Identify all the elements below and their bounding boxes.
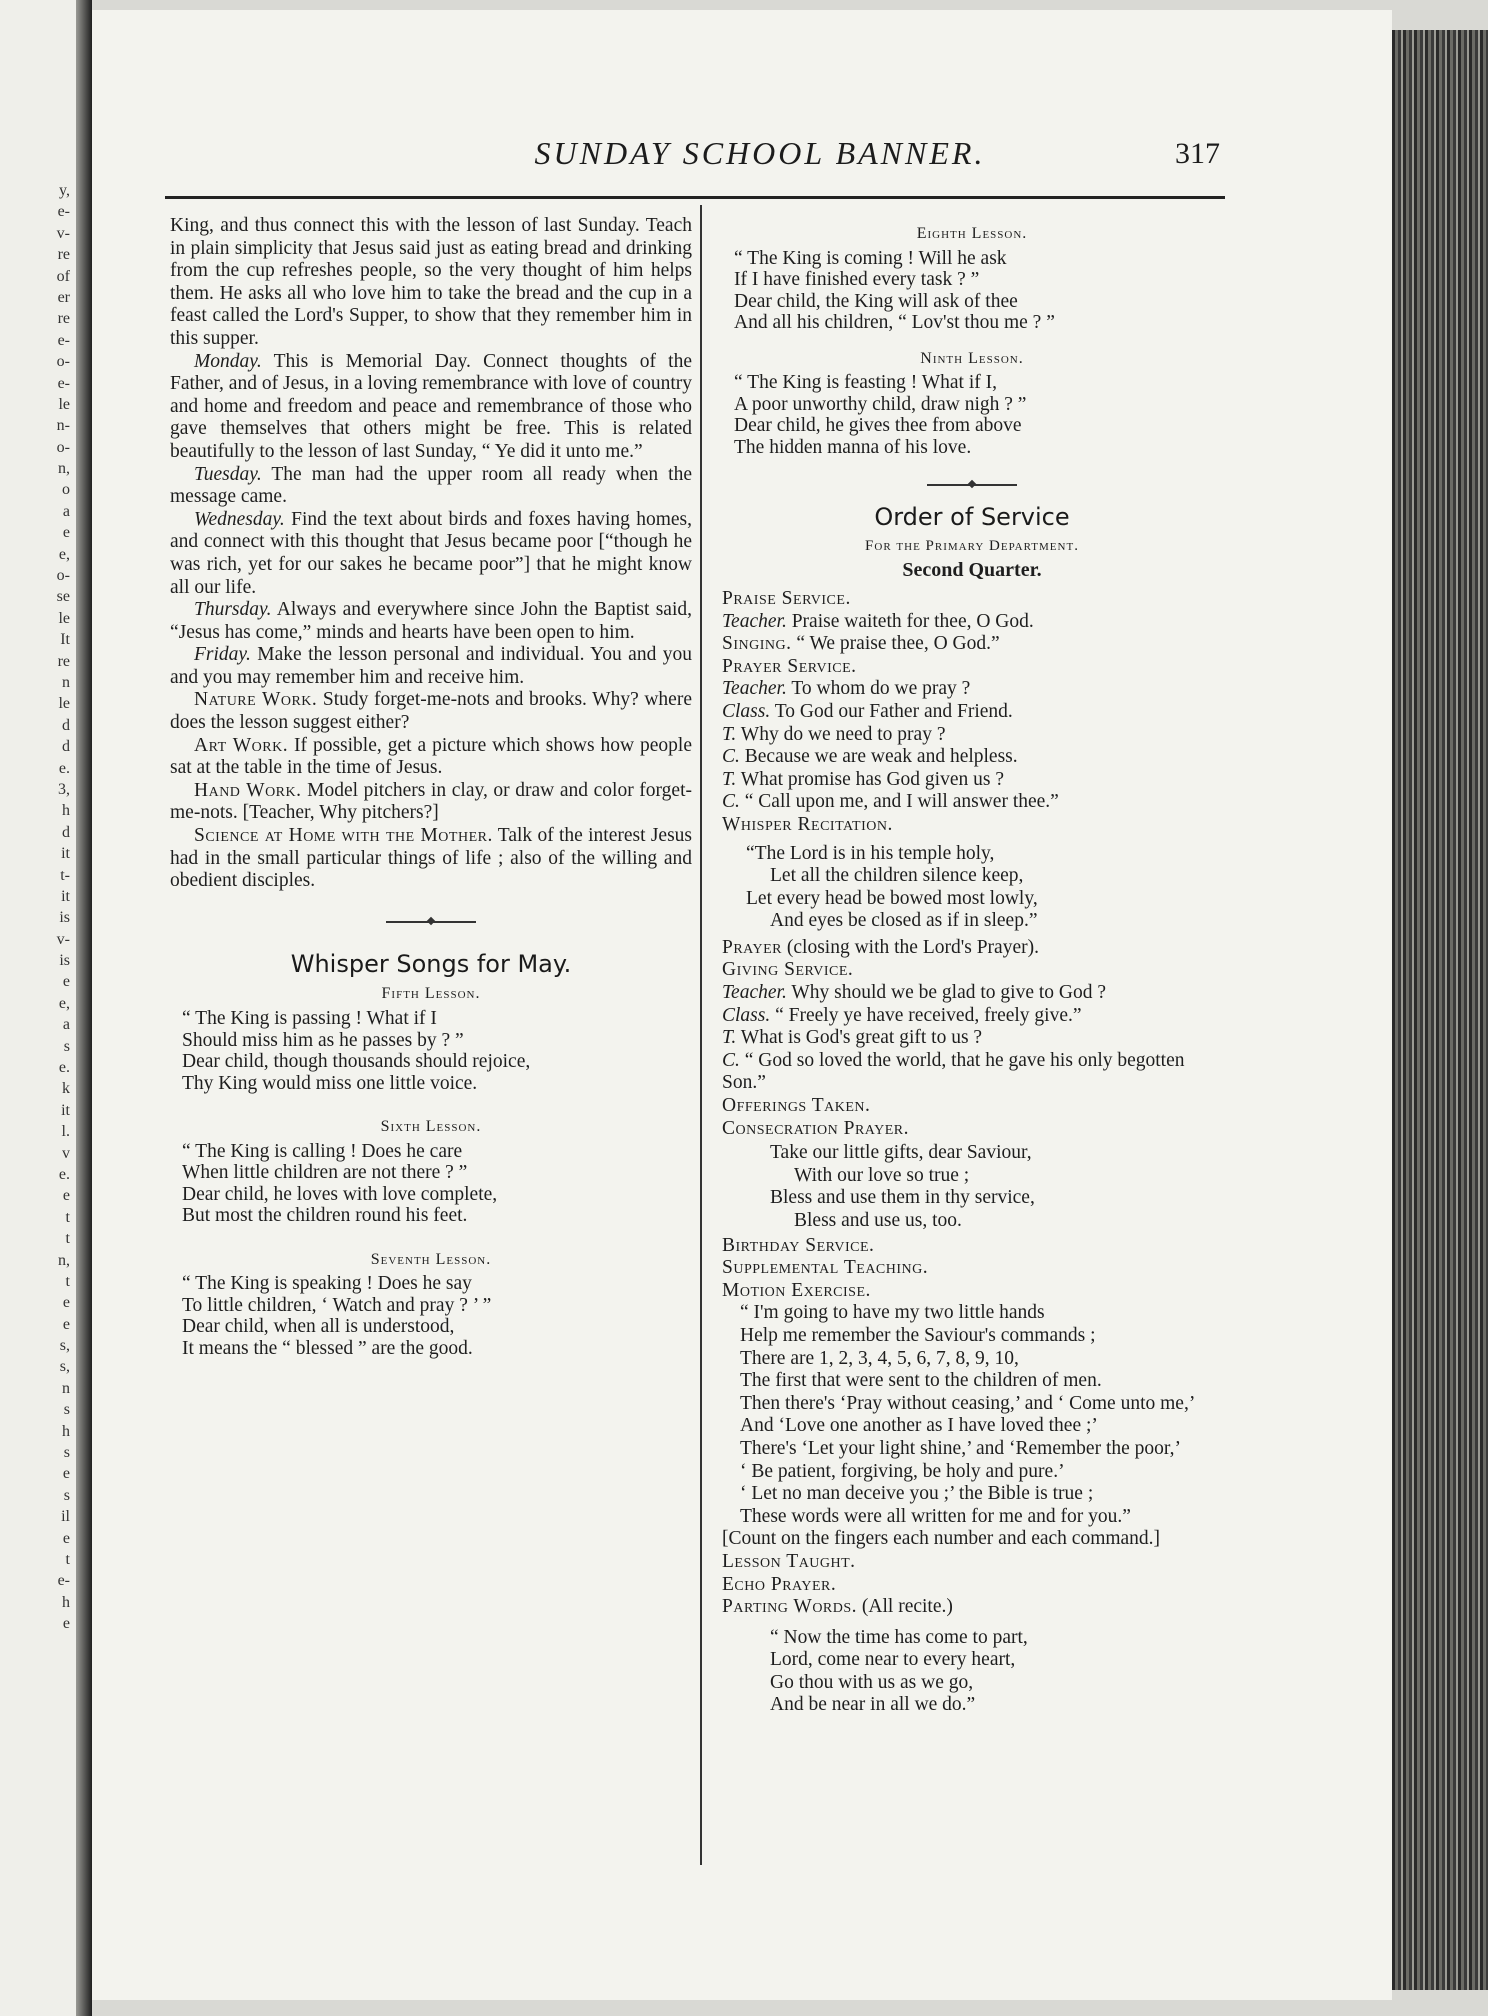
ornament-divider (927, 484, 1017, 486)
column-divider (700, 205, 702, 1865)
margin-fragment: e (62, 524, 70, 542)
margin-fragment: h (62, 1593, 70, 1611)
paragraph-text: If possible, get a picture which shows how people sat at the table in the time of Jesus. (170, 734, 692, 779)
poem-line: Thy King would miss one little voice. (182, 1072, 478, 1094)
margin-fragment: s (63, 1444, 70, 1462)
margin-fragment: e. (58, 1165, 70, 1183)
margin-fragment: e (62, 1187, 70, 1205)
poem-line: “ The King is coming ! Will he ask (734, 247, 1007, 269)
poem-line: Dear child, he gives thee from above (734, 415, 1022, 437)
poem-seventh-lesson (170, 1273, 692, 1359)
poem-line: Go thou with us as we go, (770, 1671, 974, 1693)
section-label: Nature Work. (194, 689, 318, 711)
margin-fragment: n, (58, 460, 70, 478)
margin-fragment: y, (59, 182, 70, 199)
margin-fragment: e (62, 1465, 70, 1483)
program-line: T. What is God's great gift to us ? (722, 1027, 983, 1049)
poem-line: “ The King is speaking ! Does he say (182, 1273, 472, 1295)
book-gutter (76, 0, 92, 2016)
margin-fragment: h (62, 1422, 70, 1440)
paragraph-monday (170, 351, 692, 464)
program-item: Prayer Service. (722, 655, 857, 677)
paragraph-text: This is Memorial Day. Connect thoughts of the Father, and of Jesus, in a loving remembrance with love of country and home and freedom and peace and remembrance of those who gave themselves that others might be free. This is related beautifully to the lesson of last Sunday, “ Ye did it unto me.” (170, 350, 692, 462)
paragraph-text: Make the lesson personal and individual. You and you and you may remember him and receive him. (170, 644, 692, 688)
poem-line: Lord, come near to every heart, (770, 1649, 1016, 1671)
header-rule (165, 196, 1225, 199)
program-line: Class. To God our Father and Friend. (722, 700, 1013, 722)
paragraph-text: Talk of the interest Jesus had in the small particular things of life ; also of the willing and obedient disciples. (170, 825, 693, 892)
margin-fragment: il (61, 1508, 70, 1526)
poem-line: Help me remember the Saviour's commands ; (740, 1324, 1096, 1346)
parting-poem (722, 1627, 1222, 1717)
margin-fragment: n- (56, 417, 70, 435)
lesson-heading: Sixth Lesson. (380, 1118, 482, 1135)
margin-fragment: of (56, 267, 70, 285)
poem-line: ‘ Let no man deceive you ;’ the Bible is true ; (740, 1483, 1094, 1505)
lesson-heading: Ninth Lesson. (920, 349, 1024, 367)
poem-line: These words were all written for me and for you.” (740, 1505, 1131, 1527)
poem-line: The first that were sent to the children of men. (740, 1370, 1102, 1392)
paragraph-nature-work (170, 689, 692, 734)
program-item: Whisper Recitation. (722, 813, 893, 835)
paragraph-tuesday (170, 464, 692, 509)
margin-fragment: v- (56, 930, 70, 948)
margin-fragment: t- (60, 866, 70, 884)
poem-line: Bless and use them in thy service, (770, 1187, 1035, 1209)
margin-fragment: v (62, 1144, 70, 1162)
margin-fragment: o- (56, 438, 70, 456)
margin-fragment: le (58, 695, 70, 713)
poem-line: There's ‘Let your light shine,’ and ‘Remember the poor,’ (740, 1437, 1181, 1459)
page-stack-edge (1392, 30, 1488, 1990)
margin-fragment: e- (57, 331, 70, 349)
margin-fragment: n, (58, 1251, 70, 1269)
program-line: Class. “ Freely ye have received, freely give.” (722, 1004, 1082, 1026)
day-label: Tuesday. (194, 463, 262, 485)
poem-line: And be near in all we do.” (770, 1694, 976, 1716)
motion-exercise-poem (722, 1302, 1222, 1528)
margin-fragment: t (65, 1230, 70, 1248)
margin-fragment: e, (58, 545, 70, 563)
program-line: T. Why do we need to pray ? (722, 723, 946, 745)
poem-sixth-lesson (170, 1141, 692, 1227)
poem-line: When little children are not there ? ” (182, 1162, 468, 1184)
program-item: Giving Service. (722, 959, 854, 981)
poem-line: To little children, ‘ Watch and pray ? ’ ” (182, 1294, 492, 1316)
poem-line: It means the “ blessed ” are the good. (182, 1337, 473, 1359)
margin-fragment: e (62, 973, 70, 991)
order-title: Order of Service (874, 503, 1070, 532)
day-label: Friday. (194, 644, 251, 666)
margin-fragment: s (63, 1037, 70, 1055)
paragraph-text: Study forget-me-nots and brooks. Why? where does the lesson suggest either? (170, 689, 692, 734)
margin-fragment: v- (56, 224, 70, 242)
program-line: C. Because we are weak and helpless. (722, 746, 1018, 768)
margin-fragment: e (62, 1529, 70, 1547)
margin-fragment: re (57, 310, 70, 328)
songs-title: Whisper Songs for May. (290, 949, 572, 978)
margin-fragment: s (63, 1401, 70, 1419)
program-line: Teacher. Why should we be glad to give to God ? (722, 982, 1106, 1004)
program-line: Parting Words. (All recite.) (722, 1596, 953, 1618)
page-number: 317 (1175, 137, 1220, 170)
program-line: Teacher. To whom do we pray ? (722, 678, 971, 700)
order-subtitle: For the Primary Department. (865, 537, 1079, 554)
section-label: Art Work. (194, 734, 289, 756)
poem-line: Dear child, the King will ask of thee (734, 290, 1018, 312)
program-line: Prayer (closing with the Lord's Prayer). (722, 936, 1039, 958)
margin-fragment: e, (58, 994, 70, 1012)
margin-fragments (0, 180, 70, 1635)
program-item: Birthday Service. (722, 1234, 875, 1256)
program-item: Offerings Taken. (722, 1095, 871, 1117)
poem-ninth-lesson (722, 372, 1222, 458)
poem-line: Dear child, though thousands should rejoice, (182, 1051, 531, 1072)
margin-fragment: e- (57, 1572, 70, 1590)
poem-line: Bless and use us, too. (794, 1210, 962, 1231)
margin-fragment: le (58, 395, 70, 413)
poem-line: “The Lord is in his temple holy, (746, 842, 995, 864)
poem-line: And all his children, “ Lov'st thou me ? ” (734, 312, 1055, 334)
margin-fragment: It (60, 631, 70, 649)
ornament-divider (386, 921, 476, 923)
section-label: Science at Home with the Mother. (194, 825, 493, 847)
poem-line: The hidden manna of his love. (734, 436, 972, 458)
poem-line: “ The King is calling ! Does he care (182, 1140, 463, 1162)
day-label: Thursday. (194, 599, 272, 621)
margin-fragment: 3, (58, 780, 70, 798)
poem-line: A poor unworthy child, draw nigh ? ” (734, 393, 1027, 415)
margin-fragment: se (56, 588, 70, 606)
running-head: SUNDAY SCHOOL BANNER. (534, 135, 986, 171)
poem-line: And eyes be closed as if in sleep.” (770, 910, 1038, 932)
poem-line: Dear child, he loves with love complete, (182, 1183, 498, 1205)
paragraph-art-work (170, 735, 692, 780)
margin-fragment: h (62, 802, 70, 820)
margin-fragment: e. (58, 1059, 70, 1077)
margin-fragment: re (57, 246, 70, 264)
lesson-heading: Eighth Lesson. (916, 225, 1028, 242)
margin-fragment: it (61, 1101, 70, 1119)
program-line: T. What promise has God given us ? (722, 768, 1004, 790)
day-label: Wednesday. (194, 508, 285, 530)
program-item: Motion Exercise. (722, 1279, 871, 1301)
margin-fragment: er (57, 288, 70, 306)
poem-line: Should miss him as he passes by ? ” (182, 1029, 464, 1051)
facing-page-edge (0, 0, 92, 2016)
program-item: Lesson Taught. (722, 1550, 856, 1572)
program-line: Teacher. Praise waiteth for thee, O God. (722, 610, 1034, 632)
margin-fragment: o- (56, 353, 70, 371)
program-line: C. “ Call upon me, and I will answer thee.” (722, 791, 1059, 813)
margin-fragment: o- (56, 567, 70, 585)
paragraph-text: Find the text about birds and foxes having homes, and connect with this thought that Jesus became poor [“though he was rich, yet for our sakes he became poor”] that he might know all our life. (170, 508, 692, 598)
poem-eighth-lesson (722, 248, 1222, 334)
poem-fifth-lesson (170, 1008, 692, 1094)
margin-fragment: re (57, 652, 70, 670)
margin-fragment: n (62, 1379, 70, 1397)
poem-line: “ The King is passing ! What if I (182, 1008, 437, 1029)
program-line: C. “ God so loved the world, that he gave his only begotten Son.” (722, 1049, 1185, 1094)
section-label: Hand Work. (194, 779, 302, 801)
consecration-poem (722, 1142, 1222, 1232)
margin-fragment: s (63, 1486, 70, 1504)
lesson-heading: Seventh Lesson. (370, 1250, 492, 1268)
margin-fragment: le (58, 609, 70, 627)
poem-line: Let every head be bowed most lowly, (746, 887, 1038, 909)
paragraph-text: Always and everywhere since John the Baptist said, “Jesus has come,” minds and hearts have been open to him. (170, 599, 692, 643)
poem-line: If I have finished every task ? ” (734, 269, 980, 291)
quarter-heading: Second Quarter. (902, 559, 1042, 582)
margin-fragment: d (62, 738, 70, 756)
poem-line: ‘ Be patient, forgiving, be holy and pure.’ (740, 1460, 1065, 1482)
poem-line: With our love so true ; (794, 1164, 970, 1186)
margin-fragment: a (62, 1016, 70, 1034)
margin-fragment: s, (59, 1337, 70, 1355)
margin-fragment: is (59, 952, 70, 970)
margin-fragment: e (62, 1315, 70, 1333)
margin-fragment: n (62, 673, 70, 691)
lesson-heading: Fifth Lesson. (381, 985, 481, 1003)
poem-line: “ Now the time has come to part, (770, 1626, 1028, 1648)
program-item: Consecration Prayer. (722, 1117, 909, 1139)
poem-line: Dear child, when all is understood, (182, 1316, 455, 1338)
paragraph-science (170, 825, 692, 893)
left-column (170, 215, 692, 1359)
margin-fragment: t (65, 1551, 70, 1568)
program-line: Singing. “ We praise thee, O God.” (722, 633, 1000, 655)
poem-line: But most the children round his feet. (182, 1205, 468, 1227)
margin-fragment: e (62, 1615, 70, 1633)
right-column (722, 223, 1222, 1717)
poem-line: Take our little gifts, dear Saviour, (770, 1142, 1032, 1164)
whisper-recitation-poem (722, 843, 1222, 933)
paragraph-thursday (170, 599, 692, 644)
margin-fragment: e (62, 1294, 70, 1312)
margin-fragment: o (62, 481, 70, 499)
poem-line: “ The King is feasting ! What if I, (734, 372, 998, 394)
margin-fragment: t (65, 1208, 70, 1226)
poem-line: Let all the children silence keep, (770, 865, 1024, 887)
paragraph-text: The man had the upper room all ready when the message came. (170, 463, 692, 508)
paragraph-text: Model pitchers in clay, or draw and color forget-me-nots. [Teacher, Why pitchers?] (170, 779, 692, 824)
margin-fragment: s, (59, 1358, 70, 1376)
poem-line: And ‘Love one another as I have loved thee ;’ (740, 1415, 1098, 1437)
page-header (440, 135, 1250, 185)
program-item: Supplemental Teaching. (722, 1257, 929, 1279)
margin-fragment: it (61, 887, 70, 905)
program-item: Echo Prayer. (722, 1573, 837, 1595)
paragraph-wednesday (170, 509, 692, 599)
paragraph-intro: King, and thus connect this with the lesson of last Sunday. Teach in plain simplicity that Jesus said just as eating bread and drinking from the cup refreshes people, so the very thought of him helps them. He asks all who love him to take the bread and the cup in a feast called the Lord's Supper, to show that they remember him in this supper. (170, 215, 692, 349)
paragraph-friday (170, 644, 692, 689)
margin-fragment: it (61, 845, 70, 863)
margin-fragment: d (62, 823, 70, 841)
margin-fragment: e- (57, 203, 70, 221)
poem-line: “ I'm going to have my two little hands (740, 1302, 1045, 1324)
poem-line: There are 1, 2, 3, 4, 5, 6, 7, 8, 9, 10, (740, 1347, 1019, 1369)
margin-fragment: l. (61, 1123, 70, 1141)
poem-line: Then there's ‘Pray without ceasing,’ and ‘ Come unto me,’ (740, 1392, 1196, 1414)
day-label: Monday. (194, 350, 262, 372)
margin-fragment: e. (58, 759, 70, 777)
margin-fragment: e- (57, 374, 70, 392)
paragraph-hand-work (170, 780, 692, 825)
margin-fragment: a (62, 502, 70, 520)
margin-fragment: d (62, 716, 70, 734)
program-note: [Count on the fingers each number and each command.] (722, 1528, 1161, 1550)
margin-fragment: is (59, 909, 70, 927)
margin-fragment: k (62, 1080, 70, 1098)
margin-fragment: t (65, 1272, 70, 1290)
program-item: Praise Service. (722, 587, 851, 609)
